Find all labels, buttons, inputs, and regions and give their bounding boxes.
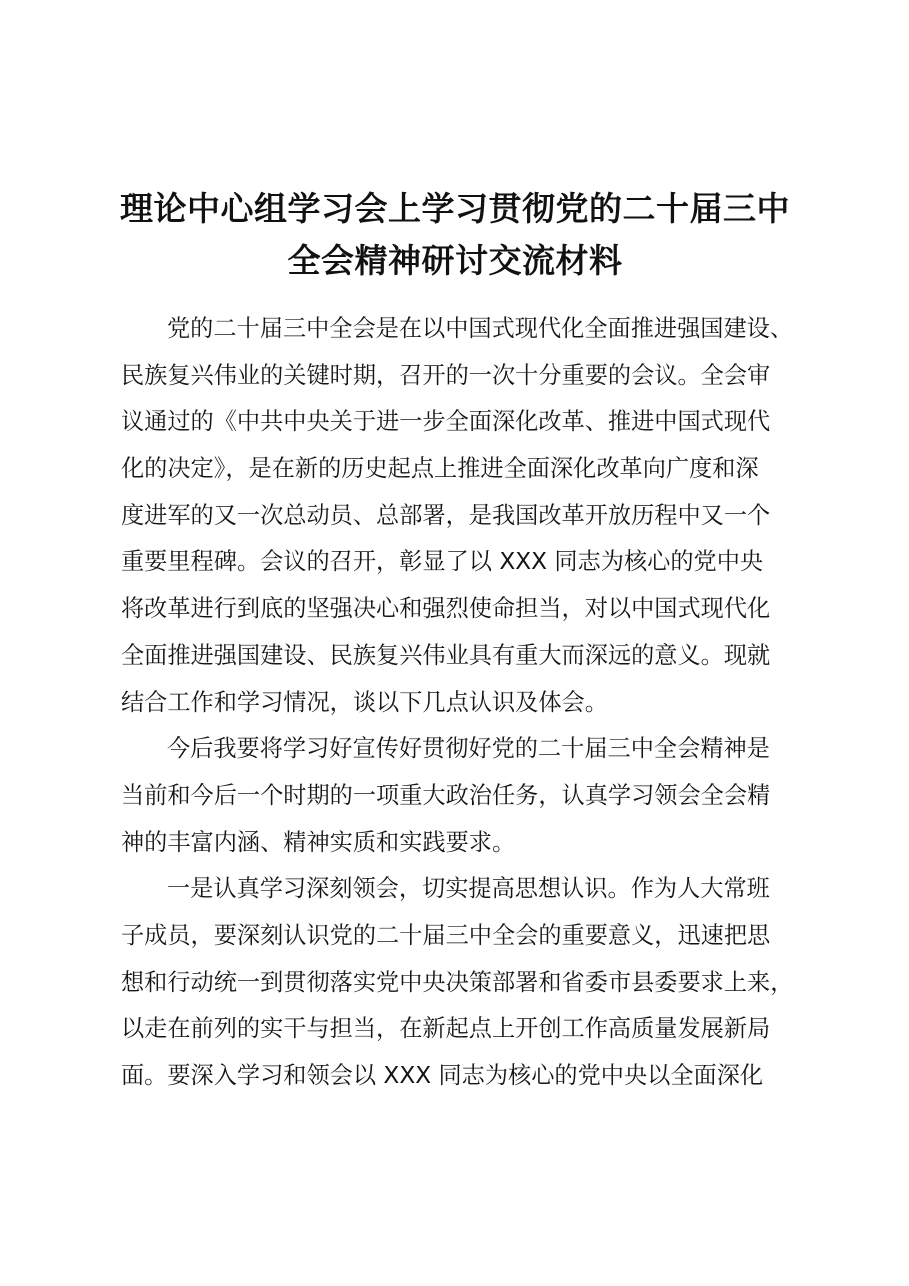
document-title xyxy=(100,183,810,287)
body-line: 神的丰富内涵、精神实质和实践要求。 xyxy=(121,828,516,856)
body-line: 议通过的《中共中央关于进一步全面深化改革、推进中国式现代 xyxy=(121,408,771,436)
body-line: 以走在前列的实干与担当，在新起点上开创工作高质量发展新局 xyxy=(121,1015,771,1043)
body-line: 民族复兴伟业的关键时期，召开的一次十分重要的会议。全会审 xyxy=(121,361,771,389)
body-line: 当前和今后一个时期的一项重大政治任务，认真学习领会全会精 xyxy=(121,781,771,809)
body-line: 全面推进强国建设、民族复兴伟业具有重大而深远的意义。现就 xyxy=(121,641,771,669)
body-line: 想和行动统一到贯彻落实党中央决策部署和省委市县委要求上来， xyxy=(121,968,794,996)
body-line: 重要里程碑。会议的召开，彰显了以 XXX 同志为核心的党中央 xyxy=(121,548,764,576)
body-line: 今后我要将学习好宣传好贯彻好党的二十届三中全会精神是 xyxy=(167,735,770,763)
title-line: 全会精神研讨交流材料 xyxy=(287,241,623,280)
body-line: 党的二十届三中全会是在以中国式现代化全面推进强国建设、 xyxy=(167,315,794,342)
body-line: 一是认真学习深刻领会，切实提高思想认识。作为人大常班 xyxy=(167,875,770,903)
title-line: 理论中心组学习会上学习贯彻党的二十届三中 xyxy=(120,189,790,228)
body-line: 子成员，要深刻认识党的二十届三中全会的重要意义，迅速把思 xyxy=(121,921,771,949)
body-line: 将改革进行到底的坚强决心和强烈使命担当，对以中国式现代化 xyxy=(121,595,771,623)
body-line: 面。要深入学习和领会以 XXX 同志为核心的党中央以全面深化 xyxy=(121,1062,764,1089)
body-line: 度进军的又一次总动员、总部署，是我国改革开放历程中又一个 xyxy=(121,501,771,529)
body-line: 化的决定》，是在新的历史起点上推进全面深化改革向广度和深 xyxy=(121,455,759,483)
document-body xyxy=(121,306,801,1100)
body-line: 结合工作和学习情况，谈以下几点认识及体会。 xyxy=(121,688,608,716)
